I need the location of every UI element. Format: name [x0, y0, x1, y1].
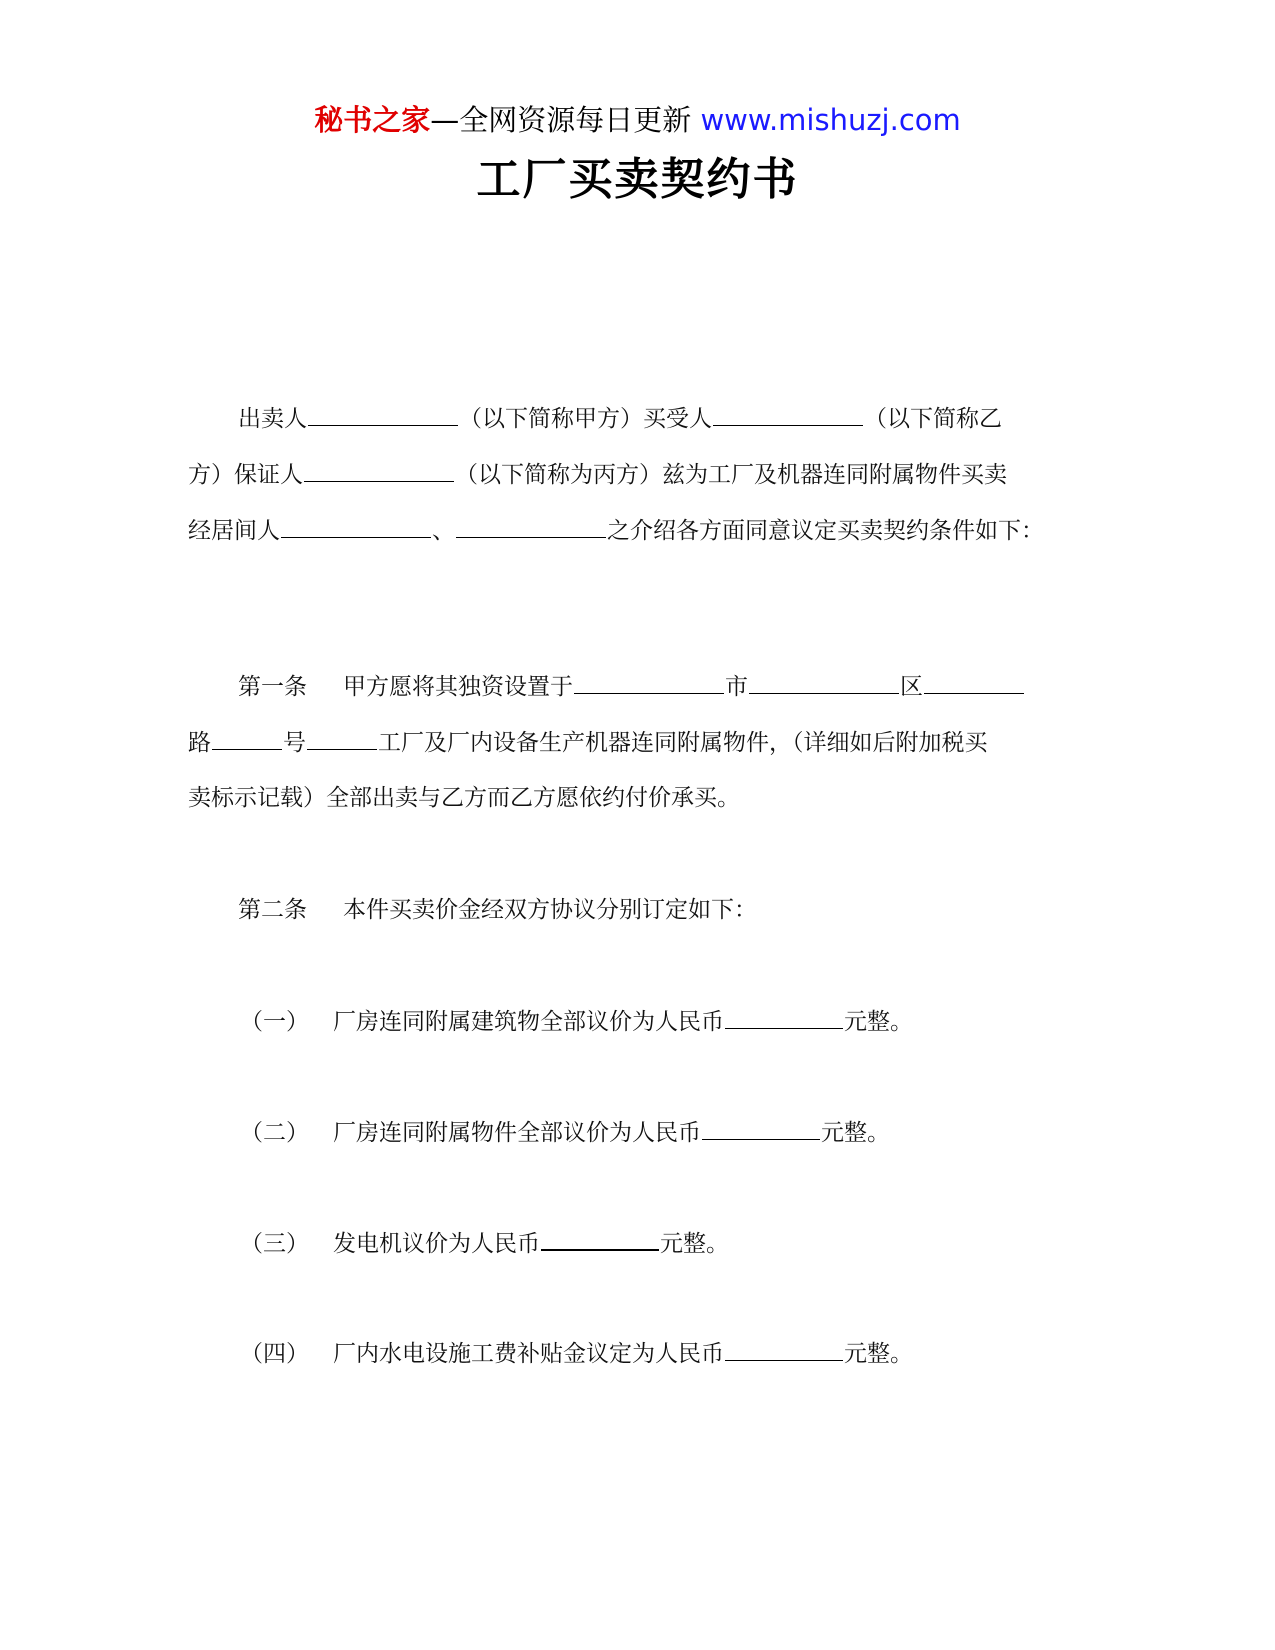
article-text: 本件买卖价金经双方协议分别订定如下：	[343, 897, 757, 923]
price-item-1	[240, 1004, 913, 1039]
brand-name: 秘书之家	[314, 103, 431, 137]
broker-blank-1[interactable]	[281, 513, 431, 538]
article-1-line-2	[188, 725, 988, 760]
city-blank[interactable]	[574, 669, 724, 694]
item-text: 厂房连同附属物件全部议价为人民币	[333, 1120, 701, 1146]
site-header	[0, 100, 1275, 140]
intro-text: 方）保证人	[188, 462, 303, 488]
number-blank[interactable]	[307, 725, 377, 750]
article-label: 第一条	[238, 674, 307, 700]
article-text: 号	[283, 730, 306, 756]
intro-line-3	[188, 513, 1044, 548]
article-text: 卖标示记载）全部出卖与乙方而乙方愿依约付价承买。	[188, 785, 740, 811]
price-item-2	[240, 1115, 890, 1150]
item-number: （一）	[240, 1009, 309, 1035]
item-text: 厂内水电设施工费补贴金议定为人民币	[333, 1341, 724, 1367]
intro-text: 出卖人	[238, 406, 307, 432]
guarantor-blank[interactable]	[304, 457, 454, 482]
price-blank-3[interactable]	[541, 1225, 659, 1251]
road-blank[interactable]	[924, 669, 1024, 694]
article-text: 市	[725, 674, 748, 700]
buyer-blank[interactable]	[713, 401, 863, 426]
intro-line-2	[188, 457, 1007, 492]
article-label: 第二条	[238, 897, 307, 923]
intro-line-1	[238, 401, 1002, 436]
intro-text: 、	[432, 518, 455, 544]
item-suffix: 元整。	[844, 1009, 913, 1035]
item-suffix: 元整。	[660, 1231, 729, 1257]
website-link[interactable]: www.mishuzj.com	[700, 103, 961, 137]
price-item-3	[240, 1225, 729, 1261]
article-text: 区	[900, 674, 923, 700]
intro-text: （以下简称为丙方）兹为工厂及机器连同附属物件买卖	[455, 462, 1007, 488]
road-number-blank[interactable]	[212, 725, 282, 750]
header-slogan: —全网资源每日更新	[430, 103, 692, 137]
item-number: （四）	[240, 1341, 309, 1367]
price-blank-1[interactable]	[725, 1004, 843, 1029]
broker-blank-2[interactable]	[456, 513, 606, 538]
item-text: 厂房连同附属建筑物全部议价为人民币	[333, 1009, 724, 1035]
intro-text: 经居间人	[188, 518, 280, 544]
document-title: 工厂买卖契约书	[476, 154, 799, 205]
article-1-line-3	[188, 781, 740, 815]
article-text: 甲方愿将其独资设置于	[343, 674, 573, 700]
price-blank-2[interactable]	[702, 1115, 820, 1140]
intro-text: 之介绍各方面同意议定买卖契约条件如下：	[607, 518, 1044, 544]
item-suffix: 元整。	[821, 1120, 890, 1146]
price-blank-4[interactable]	[725, 1336, 843, 1361]
seller-blank[interactable]	[308, 401, 458, 426]
item-text: 发电机议价为人民币	[333, 1231, 540, 1257]
article-2-line-1	[238, 893, 757, 927]
item-number: （二）	[240, 1120, 309, 1146]
district-blank[interactable]	[749, 669, 899, 694]
intro-text: （以下简称乙	[864, 406, 1002, 432]
item-number: （三）	[240, 1231, 309, 1257]
article-text: 路	[188, 730, 211, 756]
price-item-4	[240, 1336, 913, 1371]
intro-text: （以下简称甲方）买受人	[459, 406, 712, 432]
item-suffix: 元整。	[844, 1341, 913, 1367]
article-1-line-1	[238, 669, 1025, 704]
article-text: 工厂及厂内设备生产机器连同附属物件，（详细如后附加税买	[378, 730, 988, 756]
